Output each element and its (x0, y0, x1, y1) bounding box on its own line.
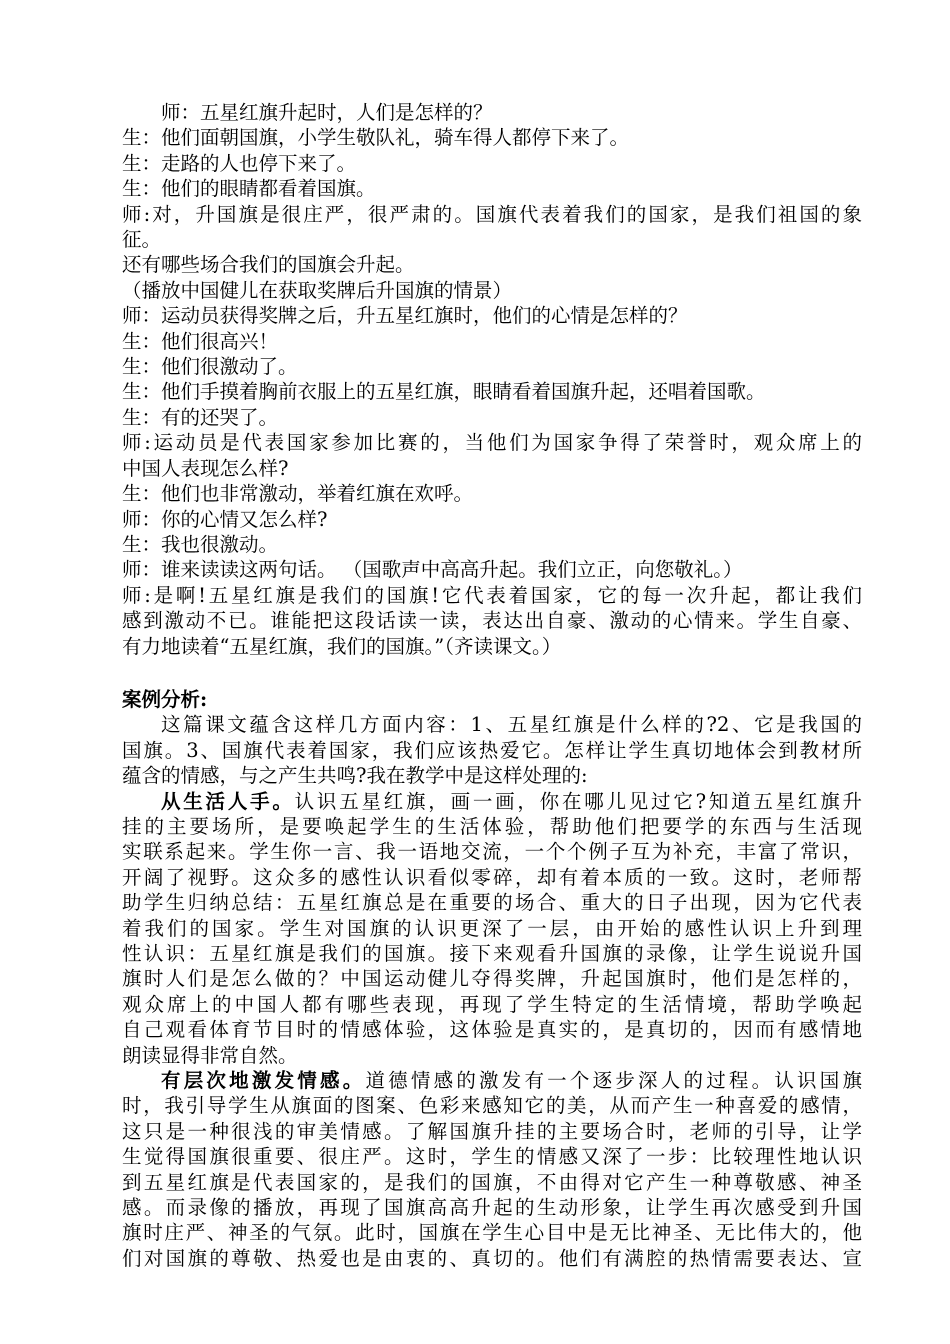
dialogue-line: 生：我也很激动。 (122, 532, 279, 556)
analysis-heading: 案例分析: (122, 687, 208, 711)
dialogue-line: 师：你的心情又怎么样? (122, 507, 328, 531)
paragraph-line: 着我们的国家。学生对国旗的认识更深了一层，由开始的感性认识上升到理 (122, 916, 862, 940)
paragraph-line: 开阔了视野。这众多的感性认识看似零碎，却有着本质的一致。这时，老师帮 (122, 865, 862, 889)
dialogue-line: 生：有的还哭了。 (122, 405, 279, 429)
dialogue-line: 中国人表现怎么样? (122, 456, 289, 480)
paragraph-line: 到五星红旗是代表国家的，是我们的国旗，不由得对它产生一种尊敬感、神圣 (122, 1170, 862, 1194)
dialogue-line: 生：他们也非常激动，举着红旗在欢呼。 (122, 482, 474, 506)
document-page (122, 100, 862, 1271)
paragraph-line (122, 789, 862, 814)
paragraph-line: 助学生归纳总结：五星红旗总是在重要的场合、重大的日子出现，因为它代表 (122, 891, 862, 915)
paragraph-line: 实联系起来。学生你一言、我一语地交流，一个个例子互为补充，丰富了常识， (122, 840, 862, 864)
dialogue-line: 师：谁来读读这两句话。 （国歌声中高高升起。我们立正，向您敬礼。） (122, 558, 743, 582)
paragraph-line: 朗读显得非常自然。 (122, 1043, 298, 1067)
paragraph-lead: 有层次地激发情感。 (161, 1069, 366, 1093)
dialogue-line: 生：他们很激动了。 (122, 355, 298, 379)
dialogue-section (122, 100, 862, 659)
dialogue-line: 征。 (122, 228, 162, 252)
dialogue-line: 生：他们手摸着胸前衣服上的五星红旗，眼睛看着国旗升起，还唱着国歌。 (122, 380, 766, 404)
dialogue-line: 师:运动员是代表国家参加比赛的，当他们为国家争得了荣誉时，观众席上的 (122, 431, 862, 455)
paragraph-line: 这只是一种很浅的审美情感。了解国旗升挂的主要场合时，老师的引导，让学 (122, 1119, 862, 1143)
paragraph-line (122, 1068, 862, 1093)
dialogue-line: 生：走路的人也停下来了。 (122, 151, 357, 175)
dialogue-line: 师：五星红旗升起时，人们是怎样的？ (161, 101, 493, 124)
dialogue-line: 生：他们的眼睛都看着国旗。 (122, 177, 376, 201)
paragraph-line: 生觉得国旗很重要、很庄严。这时，学生的情感又深了一步：比较理性地认识 (122, 1145, 862, 1169)
analysis-section (122, 687, 862, 1271)
paragraph-line: 们对国旗的尊敬、热爱也是由衷的、真切的。他们有满腔的热情需要表达、宣 (122, 1246, 862, 1270)
paragraph-text: 道德情感的激发有一个逐步深人的过程。认识国旗 (365, 1069, 862, 1093)
paragraph-line: 挂的主要场所，是要唤起学生的生活体验，帮助他们把要学的东西与生活现 (122, 814, 862, 838)
dialogue-line: 师：运动员获得奖牌之后，升五星红旗时，他们的心情是怎样的？ (122, 304, 688, 328)
dialogue-line: 师:是啊!五星红旗是我们的国旗!它代表着国家，它的每一次升起，都让我们 (122, 583, 862, 607)
paragraph-line: 蕴含的情感，与之产生共鸣?我在教学中是这样处理的: (122, 764, 588, 788)
paragraph-line: 观众席上的中国人都有哪些表现，再现了学生特定的生活情境，帮助学唤起 (122, 992, 862, 1016)
paragraph-line: 旗时庄严、神圣的气氛。此时，国旗在学生心目中是无比神圣、无比伟大的，他 (122, 1221, 862, 1245)
paragraph-text: 认识五星红旗，画一画，你在哪儿见过它?知道五星红旗升 (294, 789, 862, 813)
paragraph-line: 时，我引导学生从旗面的图案、色彩来感知它的美，从而产生一种喜爱的感情， (122, 1094, 862, 1118)
dialogue-line: 还有哪些场合我们的国旗会升起。 (122, 253, 415, 277)
paragraph-line: 国旗。3、国旗代表着国家，我们应该热爱它。怎样让学生真切地体会到教材所 (122, 738, 862, 762)
paragraph-line: 性认识：五星红旗是我们的国旗。接下来观看升国旗的录像，让学生说说升国 (122, 942, 862, 965)
paragraph-line: 这篇课文蕴含这样几方面内容：1、五星红旗是什么样的?2、它是我国的 (161, 713, 862, 737)
dialogue-line: 感到激动不已。谁能把这段话读一读，表达出自豪、激动的心情来。学生自豪、 (122, 609, 862, 633)
paragraph-line: 自己观看体育节目时的情感体验，这体验是真实的，是真切的，因而有感情地 (122, 1018, 862, 1042)
paragraph-line: 感。而录像的播放，再现了国旗高高升起的生动形象，让学生再次感受到升国 (122, 1196, 862, 1220)
dialogue-line: 有力地读着“五星红旗，我们的国旗。”（齐读课文。） (122, 634, 562, 658)
dialogue-line: 生：他们面朝国旗，小学生敬队礼，骑车得人都停下来了。 (122, 126, 630, 150)
paragraph-line: 旗时人们是怎么做的？中国运动健儿夺得奖牌，升起国旗时，他们是怎样的， (122, 967, 862, 991)
stage-direction: （播放中国健儿在获取奖牌后升国旗的情景） (122, 278, 513, 302)
dialogue-line: 生：他们很高兴！ (122, 329, 279, 353)
paragraph-lead: 从生活人手。 (161, 789, 295, 813)
dialogue-line: 师:对，升国旗是很庄严，很严肃的。国旗代表着我们的国家，是我们祖国的象 (122, 202, 862, 226)
section-gap (122, 659, 862, 687)
